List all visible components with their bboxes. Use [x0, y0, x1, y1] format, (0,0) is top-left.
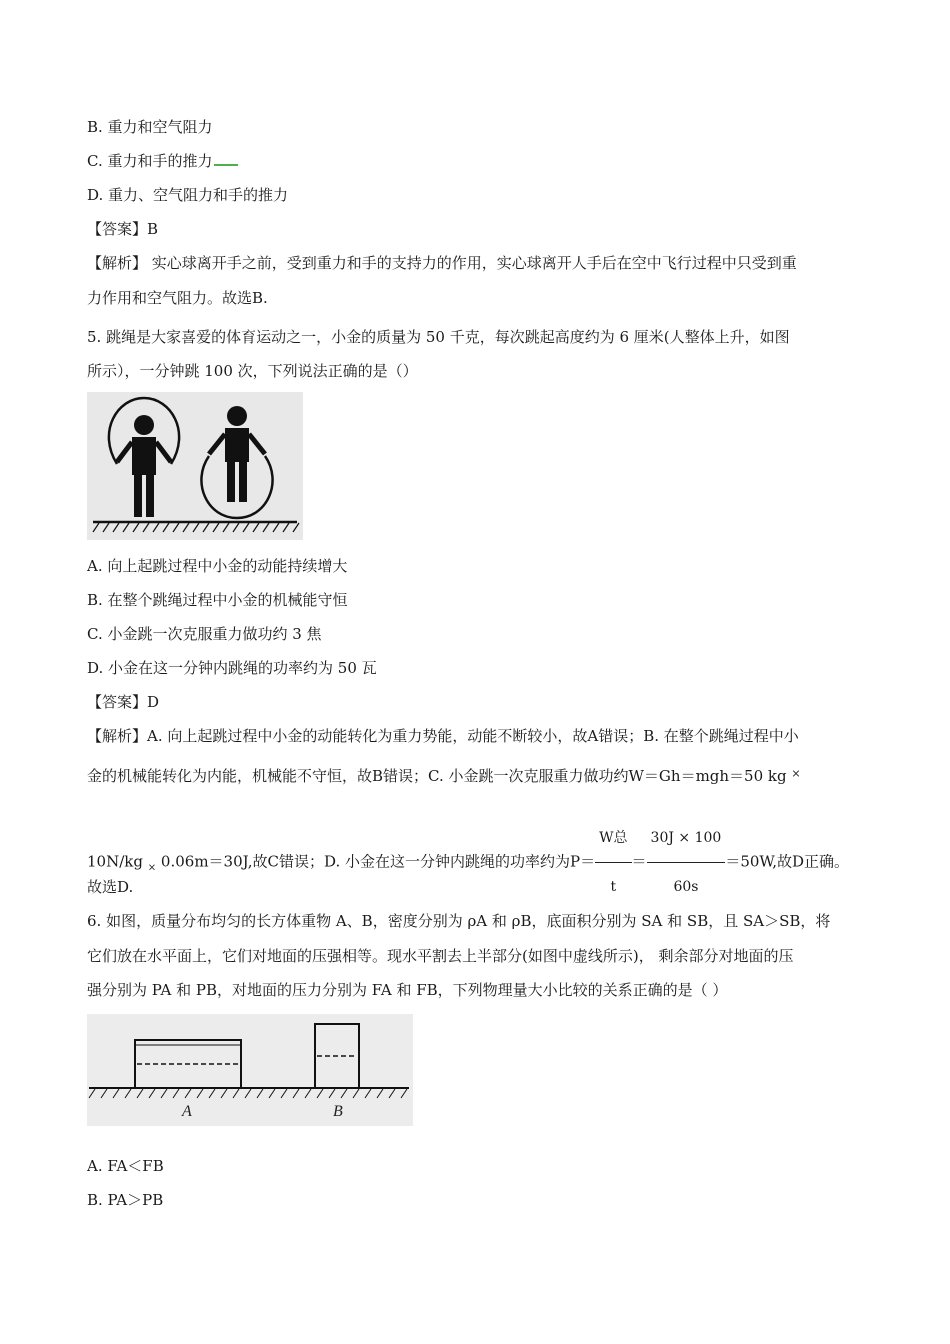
q6-stem-line3: 强分别为 PA 和 PB，对地面的压力分别为 FA 和 FB，下列物理量大小比较的关系正确的是（ ） [87, 981, 728, 999]
q5-answer: 【答案】D [87, 693, 160, 711]
fraction1-denominator: t [610, 879, 617, 895]
q6-option-b: B. PA＞PB [87, 1191, 164, 1209]
jump-rope-illustration [87, 392, 303, 540]
q5-analysis-line4: 故选D. [87, 878, 134, 896]
q4-analysis-line1: 【解析】 实心球离开手之前，受到重力和手的支持力的作用，实心球离开人手后在空中飞行过程中只受到重 [87, 254, 797, 272]
q6-stem-line2: 它们放在水平面上，它们对地面的压强相等。现水平割去上半部分(如图中虚线所示)， 剩余部分对地面的压 [87, 947, 794, 965]
fraction2-numerator: 30J × 100 [647, 814, 726, 863]
q6-option-a: A. FA＜FB [87, 1157, 164, 1175]
blocks-figure [87, 1014, 413, 1126]
blocks-illustration [87, 1014, 413, 1126]
q5-stem-line2: 所示），一分钟跳 100 次，下列说法正确的是（） [87, 362, 418, 380]
q5-analysis-line1: 【解析】A. 向上起跳过程中小金的动能转化为重力势能，动能不断较小，故A错误；B. 在整个跳绳过程中小 [87, 727, 799, 745]
q4-answer: 【答案】B [87, 220, 159, 238]
block-b-label: B [333, 1103, 343, 1120]
block-a-label: A [182, 1103, 192, 1120]
q4-option-c-text: C. 重力和手的推力 [87, 152, 213, 170]
q4-option-c [87, 151, 238, 171]
q5-analysis-line2-text: 金的机械能转化为内能，机械能不守恒，故B错误；C. 小金跳一次克服重力做功约W＝Gh＝mgh＝50 kg [87, 767, 787, 785]
q6-stem-line1: 6. 如图，质量分布均匀的长方体重物 A、B，密度分别为 ρA 和 ρB，底面积分别为 SA 和 SB，且 SA＞SB，将 [87, 912, 831, 930]
power-fraction-2 [647, 814, 726, 911]
q5-option-a: A. 向上起跳过程中小金的动能持续增大 [87, 557, 348, 575]
q4-option-b: B. 重力和空气阻力 [87, 118, 213, 136]
times-sign: × [791, 767, 801, 780]
fraction2-denominator: 60s [673, 879, 699, 895]
equals-sign: ＝ [631, 852, 647, 871]
q5-option-b: B. 在整个跳绳过程中小金的机械能守恒 [87, 591, 348, 609]
green-underline-mark [214, 152, 238, 166]
q5-option-d: D. 小金在这一分钟内跳绳的功率约为 50 瓦 [87, 659, 377, 677]
q5-stem-line1: 5. 跳绳是大家喜爱的体育运动之一，小金的质量为 50 千克，每次跳起高度约为 6 厘米(人整体上升，如图 [87, 328, 790, 346]
fraction1-numerator: W总 [595, 814, 631, 863]
q4-option-d: D. 重力、空气阻力和手的推力 [87, 186, 289, 204]
q4-analysis-line2: 力作用和空气阻力。故选B. [87, 289, 268, 307]
q5-analysis-line2 [87, 764, 801, 786]
q5-option-c: C. 小金跳一次克服重力做功约 3 焦 [87, 625, 322, 643]
q5-analysis-line3c: ＝50W,故D正确。 [725, 852, 850, 871]
times-sign-small: × [147, 862, 157, 874]
jump-rope-figure [87, 392, 303, 540]
q5-analysis-line3b: 0.06m＝30J,故C错误；D. 小金在这一分钟内跳绳的功率约为P＝ [160, 852, 596, 871]
power-fraction-1 [595, 814, 631, 911]
q5-analysis-line3a: 10N/kg [87, 852, 143, 871]
